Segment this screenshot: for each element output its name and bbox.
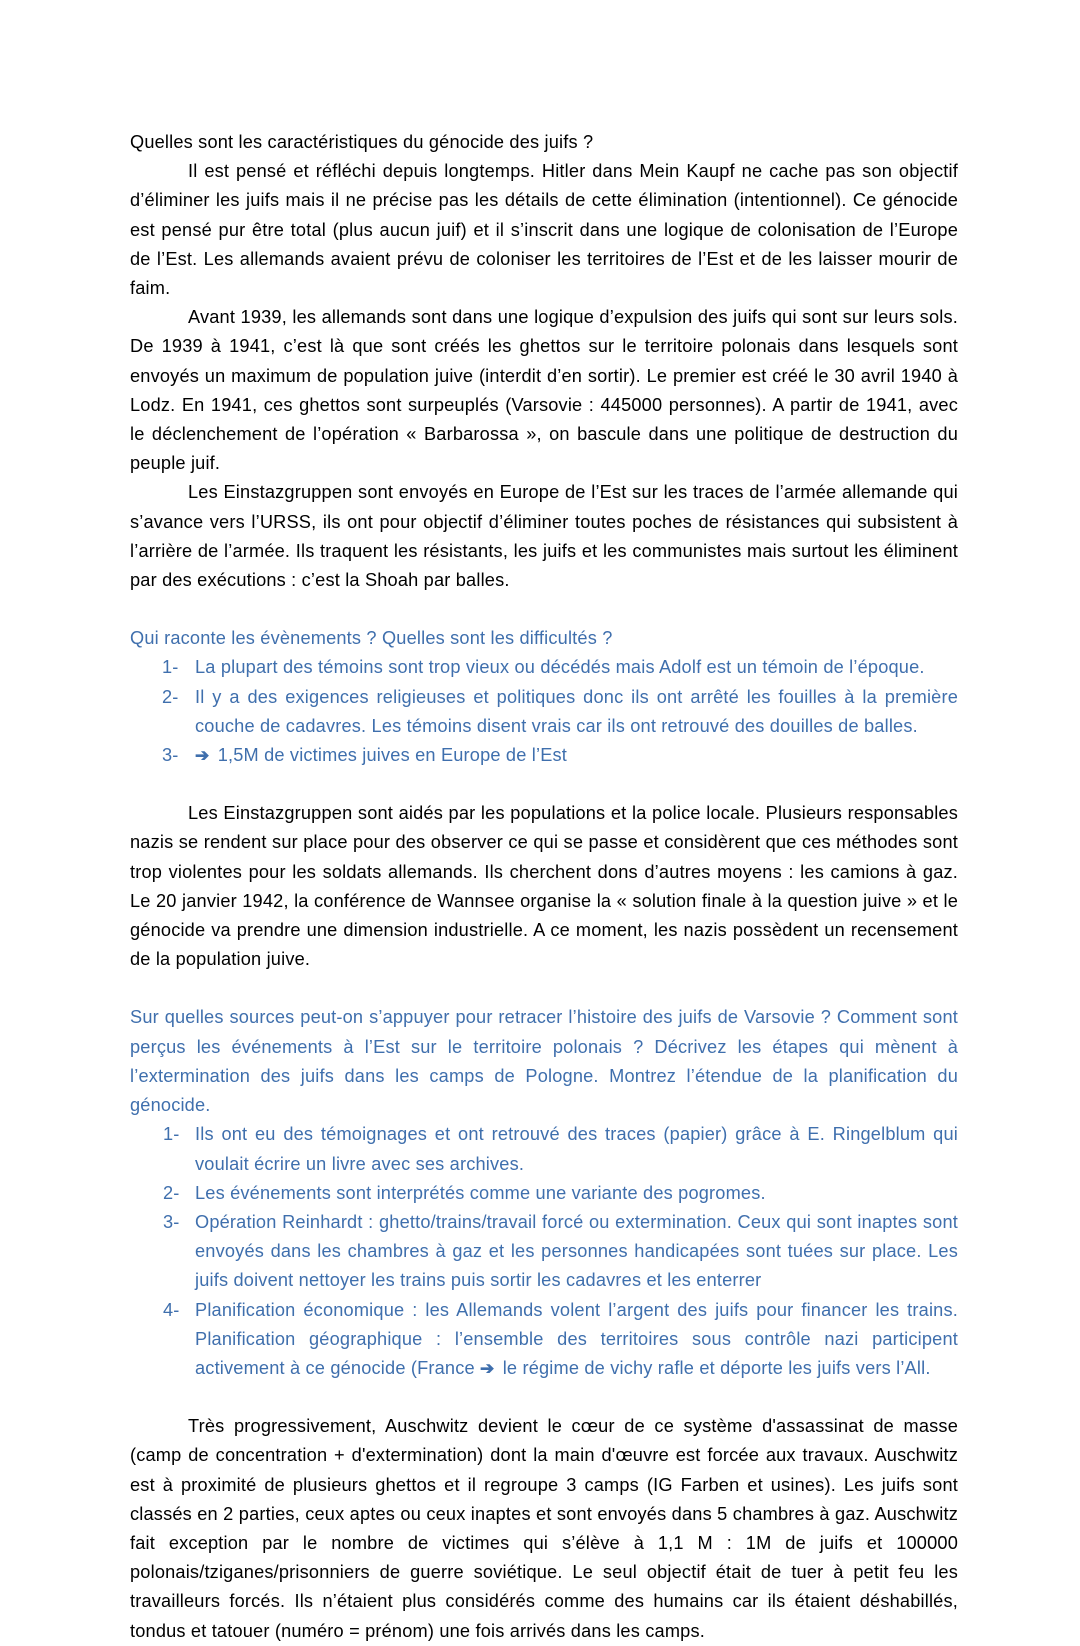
section-heading-genocide-characteristics: Quelles sont les caractéristiques du génocide des juifs ? xyxy=(130,132,594,152)
list-item xyxy=(130,683,958,741)
list-marker: 2- xyxy=(162,686,179,707)
spacer xyxy=(130,1383,958,1412)
question-who-tells-events: Qui raconte les évènements ? Quelles sont les difficultés ? xyxy=(130,628,613,649)
list-item-text: La plupart des témoins sont trop vieux ou décédés mais Adolf est un témoin de l’époque. xyxy=(195,657,925,678)
list-item xyxy=(163,1179,958,1208)
spacer xyxy=(130,974,958,1003)
list-item xyxy=(130,741,958,770)
paragraph-auschwitz: Très progressivement, Auschwitz devient le cœur de ce système d'assassinat de masse (camp de concentration + d'extermination) dont la main d'œuvre est forcée aux travaux. Auschwitz est à proximité de plusieurs ghettos et il regroupe 3 camps (IG Farben et usines). Les juifs sont classés en 2 parties, ceux aptes ou ceux inaptes et sont envoyés dans 5 chambres à gaz. Auschwitz fait exception par le nombre de victimes qui s’élève à 1,1 M : 1M de juifs et 100000 polonais/tziganes/prisonniers de guerre soviétique. Le seul objectif était de tuer à petit feu les travailleurs forcés. Ils n’étaient plus considérés comme des humains car ils étaient déshabillés, tondus et tatouer (numéro = prénom) une fois arrivés dans les camps. xyxy=(130,1416,958,1641)
list-item xyxy=(163,1208,958,1296)
list-item xyxy=(130,653,958,682)
list-item-text: 1,5M de victimes juives en Europe de l’Est xyxy=(217,745,568,766)
list-item xyxy=(163,1120,958,1178)
list-marker: 4- xyxy=(163,1299,180,1320)
document-body xyxy=(130,128,958,1646)
list-marker: 1- xyxy=(163,1124,180,1145)
list-marker: 1- xyxy=(162,657,179,678)
paragraph-ghettos-expulsion: Avant 1939, les allemands sont dans une logique d’expulsion des juifs qui sont sur leurs sols. De 1939 à 1941, c’est là que sont créés les ghettos sur le territoire polonais dans lesquels sont envoyés un maximum de population juive (interdit d’en sortir). Le premier est créé le 30 avril 1940 à Lodz. En 1941, ces ghettos sont surpeuplés (Varsovie : 445000 personnes). A partir de 1941, avec le déclenchement de l’opération « Barbarossa », on bascule dans une politique de destruction du peuple juif. xyxy=(130,307,958,474)
right-arrow-icon: ➔ xyxy=(480,1358,495,1378)
paragraph-wannsee-conference: Les Einstazgruppen sont aidés par les populations et la police locale. Plusieurs responsables nazis se rendent sur place pour des observer ce qui se passe et considèrent que ces méthodes sont trop violentes pour les soldats allemands. Ils cherchent dons d’autres moyens : les camions à gaz. Le 20 janvier 1942, la conférence de Wannsee organise la « solution finale à la question juive » et le génocide va prendre une dimension industrielle. A ce moment, les nazis possèdent un recensement de la population juive. xyxy=(130,803,958,970)
list-item-text-before-arrow: Planification économique : les Allemands volent l’argent des juifs pour financer les trains. Planification géographique : l’ensemble des territoires sous contrôle nazi participent activement à ce génocide (France xyxy=(195,1299,958,1378)
answer-list-witnesses xyxy=(130,653,958,770)
right-arrow-icon: ➔ xyxy=(195,746,210,766)
paragraph-premeditation: Il est pensé et réfléchi depuis longtemps. Hitler dans Mein Kaupf ne cache pas son objectif d’éliminer les juifs mais il ne précise pas les détails de cette élimination (intentionnel). Ce génocide est pensé pur être total (plus aucun juif) et il s’inscrit dans une logique de colonisation de l’Europe de l’Est. Les allemands avaient prévu de coloniser les territoires de l’Est et de les laisser mourir de faim. xyxy=(130,161,958,299)
spacer xyxy=(130,770,958,799)
list-item-text: Il y a des exigences religieuses et politiques donc ils ont arrêté les fouilles à la première couche de cadavres. Les témoins disent vrais car ils ont retrouvé des douilles de balles. xyxy=(195,686,958,736)
list-item-text: Ils ont eu des témoignages et ont retrouvé des traces (papier) grâce à E. Ringelblum qui voulait écrire un livre avec ses archives. xyxy=(195,1124,958,1174)
spacer xyxy=(130,595,958,624)
list-item-text: Les événements sont interprétés comme une variante des pogromes. xyxy=(195,1182,766,1203)
paragraph-einsatzgruppen-shoah-balles: Les Einstazgruppen sont envoyés en Europe de l’Est sur les traces de l’armée allemande qui s’avance vers l’URSS, ils ont pour objectif d’éliminer toutes poches de résistances qui subsistent à l’arrière de l’armée. Ils traquent les résistants, les juifs et les communistes mais surtout les éliminent par des exécutions : c’est la Shoah par balles. xyxy=(130,482,958,591)
answer-list-sources xyxy=(130,1120,958,1383)
list-item-text: Opération Reinhardt : ghetto/trains/travail forcé ou extermination. Ceux qui sont inaptes sont envoyés dans les chambres à gaz et les personnes handicapées sont tuées sur place. Les juifs doivent nettoyer les trains puis sortir les cadavres et les enterrer xyxy=(195,1211,958,1291)
question-sources-warsaw-jews: Sur quelles sources peut-on s’appuyer pour retracer l’histoire des juifs de Varsovie ? Comment sont perçus les événements à l’Est sur le territoire polonais ? Décrivez les étapes qui mènent à l’extermination des juifs dans les camps de Pologne. Montrez l’étendue de la planification du génocide. xyxy=(130,1007,958,1116)
list-marker: 3- xyxy=(162,745,179,766)
list-item-text-after-arrow: le régime de vichy rafle et déporte les juifs vers l’All. xyxy=(497,1357,931,1378)
list-marker: 3- xyxy=(163,1211,180,1232)
list-item xyxy=(163,1296,958,1384)
list-marker: 2- xyxy=(163,1182,180,1203)
